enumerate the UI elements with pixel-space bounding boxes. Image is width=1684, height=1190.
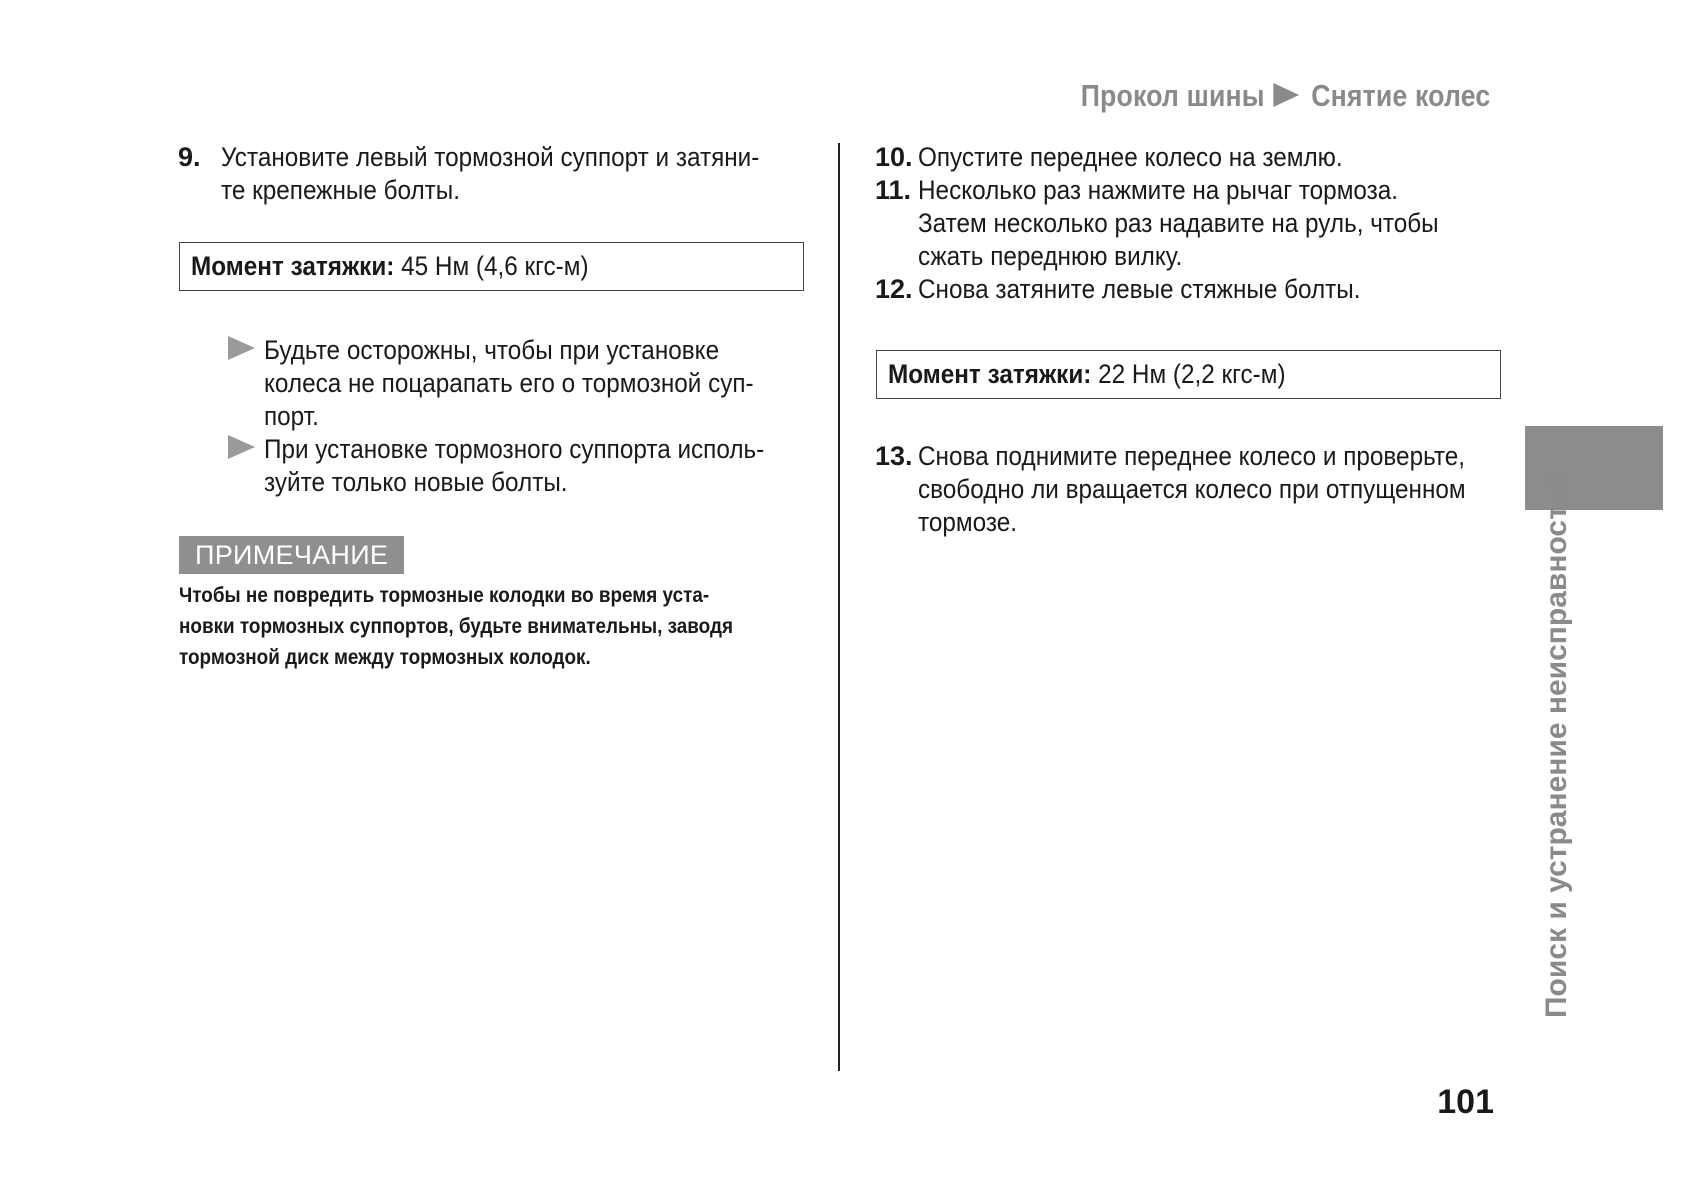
torque-box-right [876,350,1501,399]
column-divider [838,143,840,1071]
section-tab-label: Поиск и устранение неисправностей [1540,470,1573,1018]
header-section: Прокол шины [1080,78,1265,113]
step-12-number: 12. [875,274,913,304]
torque-label: Момент затяжки: [191,251,395,281]
step-10-text: Опустите переднее колесо на землю. [918,142,1343,172]
step-9-number: 9. [178,142,201,172]
bullet-arrow-icon [228,336,255,360]
step-9-text: Установите левый тормозной суппорт и затяни- те крепежные болты. [221,142,760,205]
torque-label: Момент затяжки: [888,359,1092,389]
bullet-1-text: Будьте осторожны, чтобы при установке колеса не поцарапать его о тормозной суп- порт. [264,335,754,431]
running-header [1080,78,1490,114]
step-13-number: 13. [875,441,913,471]
step-13-text: Снова поднимите переднее колесо и проверьте, свободно ли вращается колесо при отпущенном тормозе. [918,441,1466,537]
bullet-2-text: При установке тормозного суппорта исполь- зуйте только новые болты. [264,434,765,497]
step-11-number: 11. [875,175,912,205]
step-11-text: Несколько раз нажмите на рычаг тормоза. Затем несколько раз надавите на руль, чтобы сжать переднюю вилку. [918,175,1439,271]
step-12-text: Снова затяните левые стяжные болты. [918,274,1361,304]
note-text: Чтобы не повредить тормозные колодки во время уста- новки тормозных суппортов, будьте внимательны, заводя тормозной диск между тормозных колодок. [179,584,734,669]
header-subsection: Снятие колес [1310,78,1490,113]
torque-box-left [179,242,804,291]
step-10-number: 10. [875,142,913,172]
torque-value: 45 Нм (4,6 кгс-м) [401,251,589,281]
header-arrow-icon [1273,83,1299,107]
page-number: 101 [1437,1083,1494,1121]
bullet-arrow-icon [228,435,255,459]
torque-value: 22 Нм (2,2 кгс-м) [1098,359,1286,389]
note-tag: ПРИМЕЧАНИЕ [179,536,404,574]
